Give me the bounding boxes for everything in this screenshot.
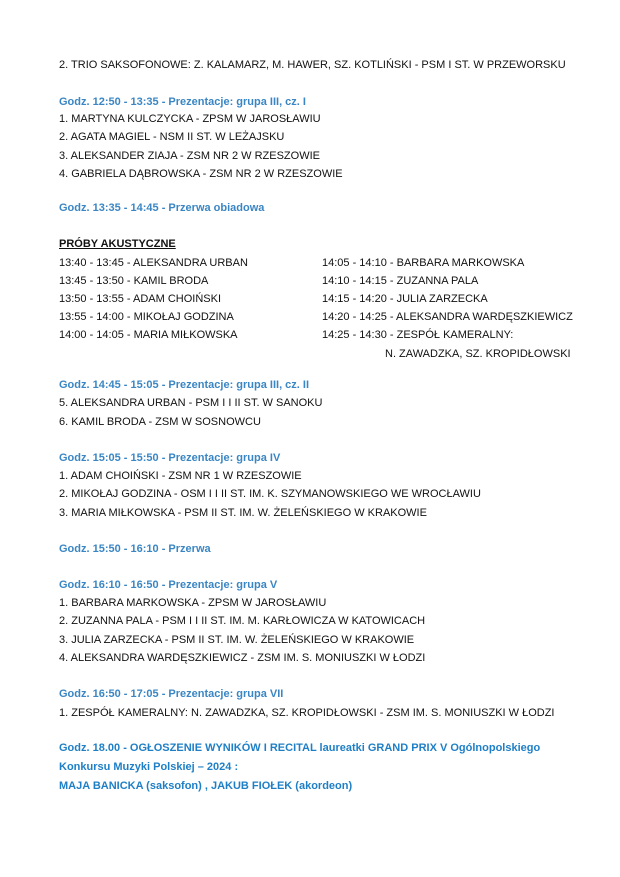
section-heading: Godz. 15:05 - 15:50 - Prezentacje: grupa IV <box>59 452 281 464</box>
rehearsals-heading: PRÓBY AKUSTYCZNE <box>59 238 176 250</box>
rehearsal-continuation: N. ZAWADZKA, SZ. KROPIDŁOWSKI <box>385 348 571 360</box>
list-item: 3. MARIA MIŁKOWSKA - PSM II ST. IM. W. ŻELEŃSKIEGO W KRAKOWIE <box>59 507 427 519</box>
rehearsal-slot: 14:10 - 14:15 - ZUZANNA PALA <box>322 275 479 287</box>
list-item: 1. ADAM CHOIŃSKI - ZSM NR 1 W RZESZOWIE <box>59 470 302 482</box>
rehearsal-slot: 13:55 - 14:00 - MIKOŁAJ GODZINA <box>59 311 234 323</box>
rehearsal-slot: 13:45 - 13:50 - KAMIL BRODA <box>59 275 209 287</box>
list-item: 1. BARBARA MARKOWSKA - ZPSM W JAROSŁAWIU <box>59 597 327 609</box>
list-item: 1. MARTYNA KULCZYCKA - ZPSM W JAROSŁAWIU <box>59 113 321 125</box>
rehearsal-slot: 13:50 - 13:55 - ADAM CHOIŃSKI <box>59 293 222 305</box>
list-item: 3. ALEKSANDER ZIAJA - ZSM NR 2 W RZESZOWIE <box>59 150 320 162</box>
rehearsal-slot: 14:25 - 14:30 - ZESPÓŁ KAMERALNY: <box>322 329 514 341</box>
rehearsal-slot: 13:40 - 13:45 - ALEKSANDRA URBAN <box>59 257 248 269</box>
rehearsal-slot: 14:15 - 14:20 - JULIA ZARZECKA <box>322 293 488 305</box>
list-item: 3. JULIA ZARZECKA - PSM II ST. IM. W. ŻELEŃSKIEGO W KRAKOWIE <box>59 634 415 646</box>
rehearsal-slot: 14:05 - 14:10 - BARBARA MARKOWSKA <box>322 257 525 269</box>
list-item: 1. ZESPÓŁ KAMERALNY: N. ZAWADZKA, SZ. KROPIDŁOWSKI - ZSM IM. S. MONIUSZKI W ŁODZI <box>59 707 555 719</box>
section-heading: Godz. 14:45 - 15:05 - Prezentacje: grupa III, cz. II <box>59 379 310 391</box>
final-performers: MAJA BANICKA (saksofon) , JAKUB FIOŁEK (akordeon) <box>59 780 353 792</box>
list-item: 2. MIKOŁAJ GODZINA - OSM I I II ST. IM. K. SZYMANOWSKIEGO WE WROCŁAWIU <box>59 488 481 500</box>
list-item: 6. KAMIL BRODA - ZSM W SOSNOWCU <box>59 416 261 428</box>
rehearsal-slot: 14:20 - 14:25 - ALEKSANDRA WARDĘSZKIEWICZ <box>322 311 573 323</box>
list-item: 4. GABRIELA DĄBROWSKA - ZSM NR 2 W RZESZOWIE <box>59 168 343 180</box>
section-heading: Godz. 16:10 - 16:50 - Prezentacje: grupa V <box>59 579 278 591</box>
list-item: 5. ALEKSANDRA URBAN - PSM I I II ST. W SANOKU <box>59 397 323 409</box>
final-announcement-line: Konkursu Muzyki Polskiej – 2024 : <box>59 761 239 773</box>
section-heading: Godz. 16:50 - 17:05 - Prezentacje: grupa VII <box>59 688 284 700</box>
section-heading: Godz. 12:50 - 13:35 - Prezentacje: grupa III, cz. I <box>59 96 306 108</box>
list-item: 2. AGATA MAGIEL - NSM II ST. W LEŻAJSKU <box>59 131 285 143</box>
final-announcement-line: Godz. 18.00 - OGŁOSZENIE WYNIKÓW I RECITAL laureatki GRAND PRIX V Ogólnopolskiego <box>59 742 541 754</box>
rehearsal-slot: 14:00 - 14:05 - MARIA MIŁKOWSKA <box>59 329 238 341</box>
section-heading: Godz. 15:50 - 16:10 - Przerwa <box>59 543 211 555</box>
list-item: 4. ALEKSANDRA WARDĘSZKIEWICZ - ZSM IM. S. MONIUSZKI W ŁODZI <box>59 652 426 664</box>
list-item: 2. ZUZANNA PALA - PSM I I II ST. IM. M. KARŁOWICZA W KATOWICACH <box>59 615 426 627</box>
section-heading: Godz. 13:35 - 14:45 - Przerwa obiadowa <box>59 202 265 214</box>
list-item: 2. TRIO SAKSOFONOWE: Z. KALAMARZ, M. HAWER, SZ. KOTLIŃSKI - PSM I ST. W PRZEWORSKU <box>59 59 566 71</box>
